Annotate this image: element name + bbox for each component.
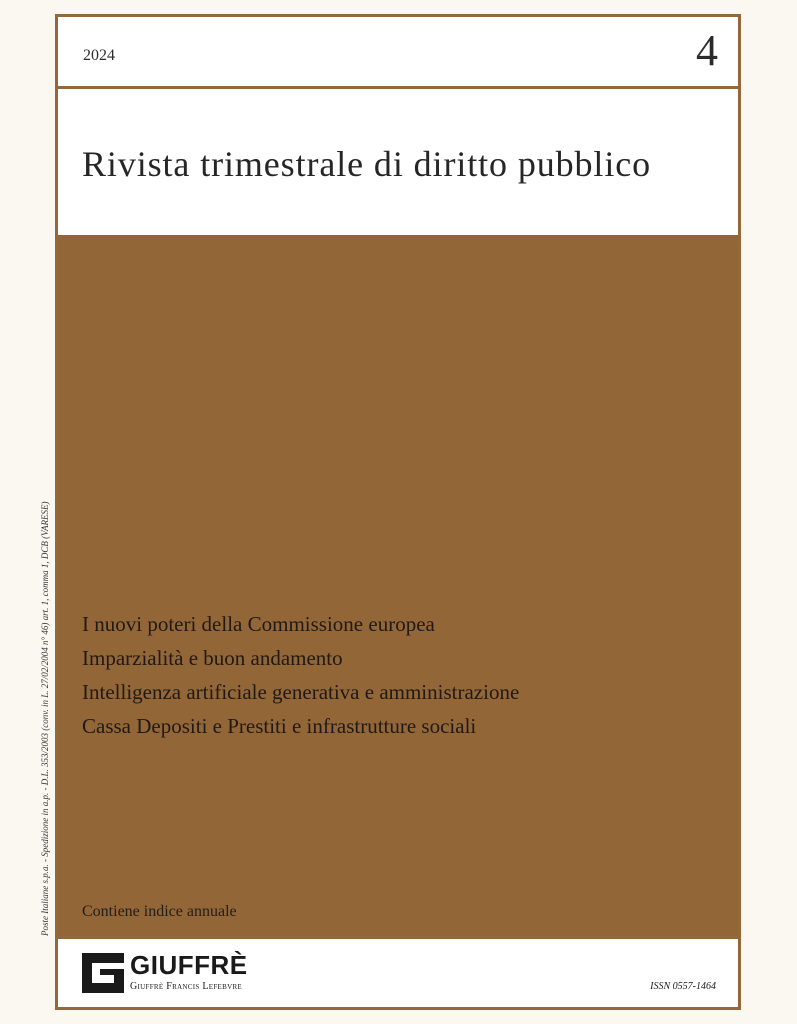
publisher-subtitle: Giuffrè Francis Lefebvre [130,981,242,992]
journal-cover [55,14,741,1010]
postal-note: Poste Italiane s.p.a. - Spedizione in a.p. - D.L. 353/2003 (conv. in L. 27/02/2004 n° 46) art. 1, comma 1, DCB (VARESE) [40,501,50,936]
header-band [58,17,738,89]
cover-panel [58,235,738,936]
topics-list [82,607,519,743]
issn-label: ISSN 0557-1464 [650,981,716,992]
title-band [58,89,738,235]
issue-number: 4 [696,26,718,75]
year-label: 2024 [83,47,115,64]
publisher-footer [58,936,738,1007]
publisher-name: GIUFFRÈ [130,950,248,980]
topic-item: Imparzialità e buon andamento [82,646,343,670]
topic-item: I nuovi poteri della Commissione europea [82,612,435,636]
annual-index-note: Contiene indice annuale [82,903,237,920]
giuffre-logo-icon [82,953,124,993]
topic-item: Cassa Depositi e Prestiti e infrastrutture sociali [82,714,477,738]
topic-item: Intelligenza artificiale generativa e amministrazione [82,680,520,704]
journal-title: Rivista trimestrale di diritto pubblico [82,144,652,184]
